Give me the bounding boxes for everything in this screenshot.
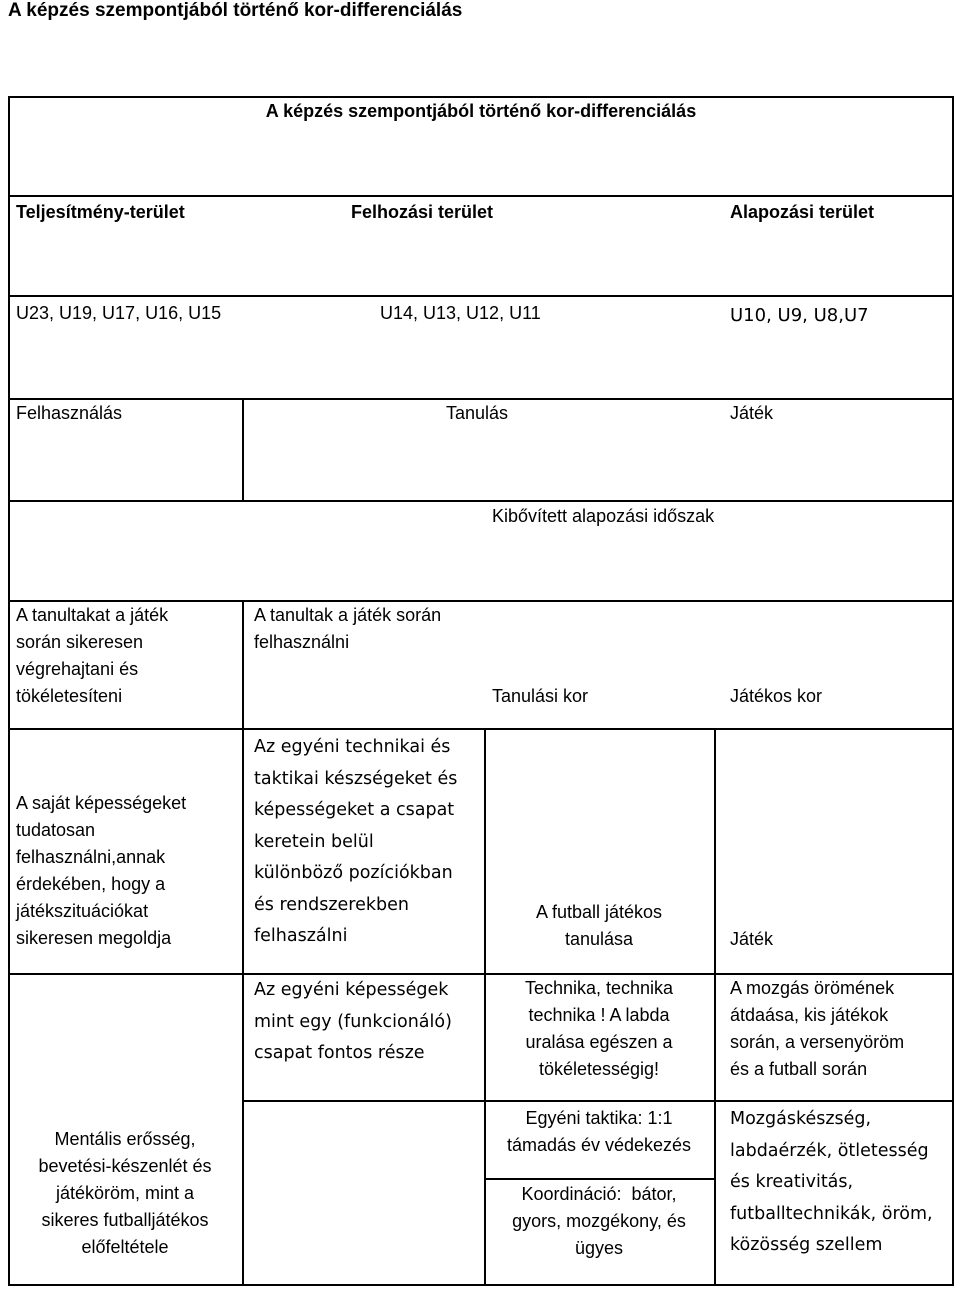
row-border: [242, 1100, 954, 1102]
age-group-senior: U23, U19, U17, U16, U15: [16, 303, 222, 323]
individual-tactics: Egyéni taktika: 1:1 támadás év védekezés: [506, 1108, 692, 1155]
goal-development: A tanultak a játék során felhasználni: [254, 605, 442, 652]
team-technique: Technika, technika technika ! A labda uralása egészen a tökéletességig!: [524, 978, 674, 1079]
table-title: A képzés szempontjából történő kor-differenciálás: [265, 101, 697, 121]
content-learning: A futball játékos tanulása: [535, 902, 663, 949]
age-group-junior: U10, U9, U8,U7: [730, 305, 869, 326]
area-performance: Teljesítmény-terület: [16, 202, 185, 222]
content-play: Játék: [730, 929, 774, 949]
movement-skills: Mozgáskészség, labdaérzék, ötletesség és kreativitás, futballtechnikák, öröm, közösség szellem: [730, 1109, 933, 1255]
coordination: Koordináció: bátor, gyors, mozgékony, és ügyes: [512, 1184, 686, 1258]
extended-period: Kibővített alapozási időszak: [492, 506, 715, 526]
player-age: Játékos kor: [730, 686, 823, 706]
row-border: [8, 295, 954, 297]
column-border: [714, 728, 716, 1286]
row-border: [8, 500, 954, 502]
table-outer-left: [8, 96, 10, 1286]
area-foundation: Alapozási terület: [730, 202, 875, 222]
row-border: [8, 195, 954, 197]
content-development: Az egyéni technikai és taktikai készségeket és képességeket a csapat keretein belül különböző pozíciókban és rendszerekben felhaszálni: [254, 737, 458, 946]
page-header: A képzés szempontjából történő kor-differenciálás: [8, 0, 463, 21]
mental-strength: Mentális erősség, bevetési-készenlét és játéköröm, mint a sikeres futballjátékos előfeltétele: [38, 1129, 212, 1257]
team-development: Az egyéni képességek mint egy (funkcionáló) csapat fontos része: [254, 980, 452, 1063]
row-border: [8, 728, 954, 730]
column-border: [242, 600, 244, 1286]
row-border: [8, 1284, 954, 1286]
mode-use: Felhasználás: [16, 403, 123, 423]
column-border: [242, 398, 244, 500]
goal-performance: A tanultakat a játék során sikeresen végrehajtani és tökéletesíteni: [16, 605, 169, 706]
mode-play: Játék: [730, 403, 774, 423]
mode-learning: Tanulás: [446, 403, 509, 423]
row-border: [484, 1178, 714, 1180]
learning-age: Tanulási kor: [492, 686, 589, 706]
age-group-middle: U14, U13, U12, U11: [380, 303, 541, 323]
content-performance: A saját képességeket tudatosan felhasználni,annak érdekében, hogy a játékszituációkat sikeresen megoldja: [16, 793, 187, 948]
table-outer-right: [952, 96, 954, 1286]
team-play-joy: A mozgás örömének átdaása, kis játékok során, a versenyöröm és a futball során: [730, 978, 905, 1079]
area-development: Felhozási terület: [351, 202, 494, 222]
